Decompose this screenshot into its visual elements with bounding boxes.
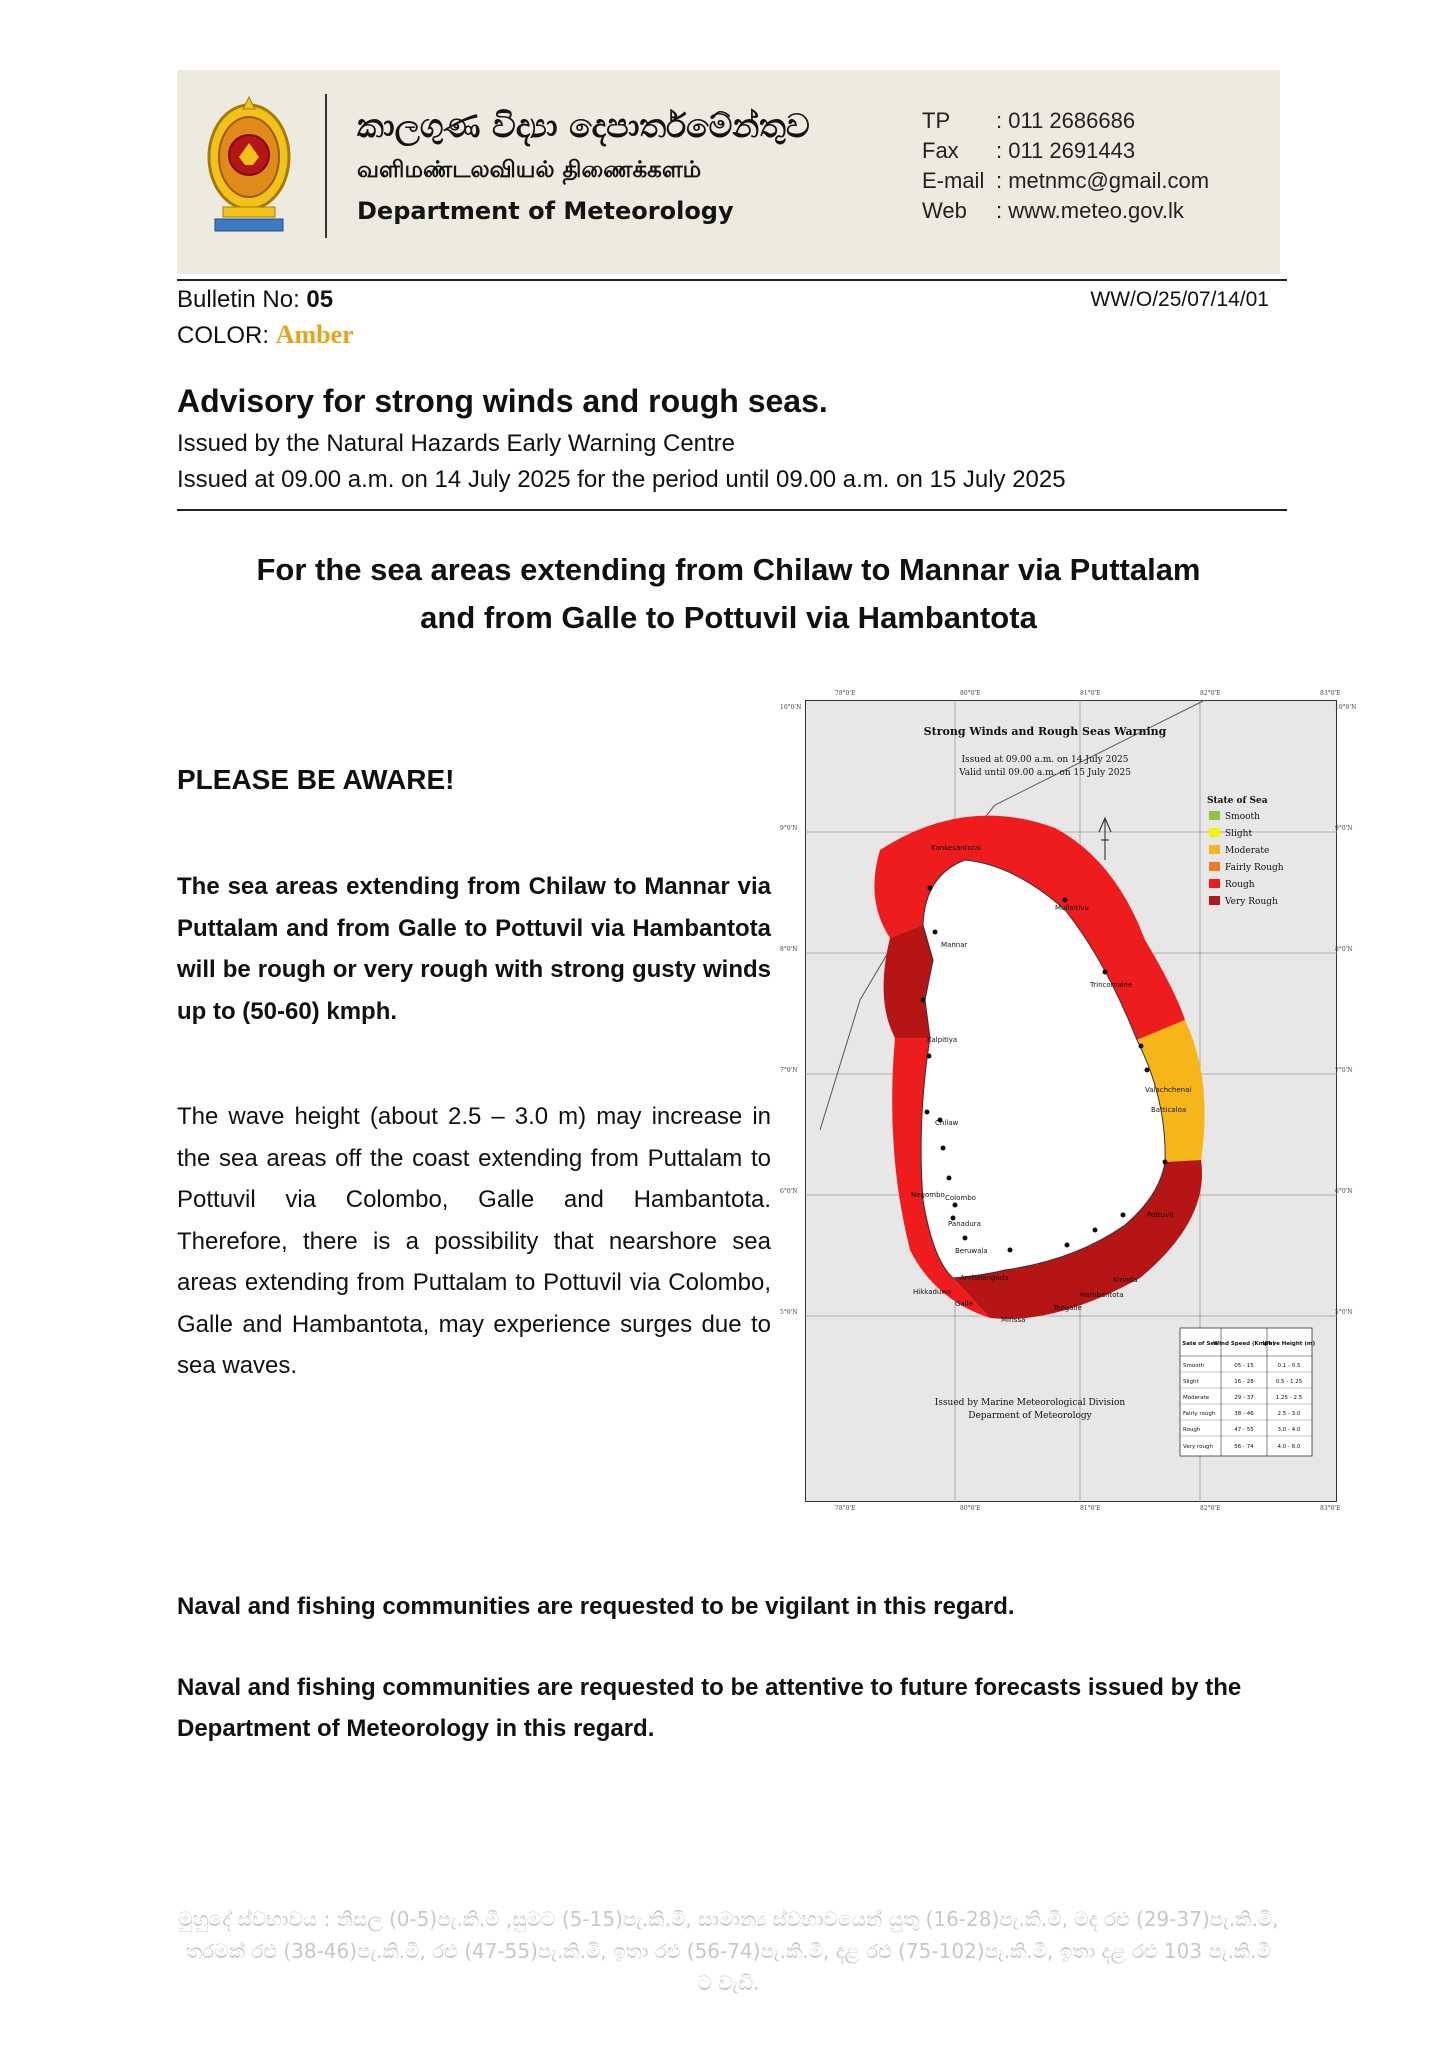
- lon-tick-top: 80°0'E: [960, 690, 981, 697]
- place-label: Mirissa: [1001, 1316, 1026, 1324]
- advisory-issued-period: Issued at 09.00 a.m. on 14 July 2025 for the period until 09.00 a.m. on 15 July 2025: [177, 466, 1066, 493]
- sea-state-table: [1180, 1328, 1316, 1456]
- attention-note: Naval and fishing communities are requested to be attentive to future forecasts issued by the Department of Meteorology in this regard.: [177, 1674, 1242, 1742]
- table-cell: Slight: [1183, 1379, 1199, 1385]
- table-header: Wind Speed (Kmph): [1213, 1341, 1275, 1347]
- table-cell: 56 - 74: [1234, 1444, 1254, 1450]
- lon-tick-bottom: 82°0'E: [1200, 1505, 1221, 1512]
- contact-value: : 011 2686686: [996, 108, 1136, 133]
- legend-swatch: [1209, 896, 1220, 905]
- place-label: Colombo: [945, 1194, 976, 1202]
- lon-tick-top: 83°0'E: [1320, 690, 1341, 697]
- contact-email: [922, 168, 1209, 194]
- wave-height-paragraph: The wave height (about 2.5 – 3.0 m) may increase in the sea areas off the coast extending from Puttalam to Pottuvil via Colombo, Galle and Hambantota. Therefore, there is a possibility that nearshore sea areas extending from Puttalam to Pottuvil via Colombo, Galle and Hambantota, may experience surges due to sea waves.: [177, 1103, 771, 1379]
- legend-swatch: [1209, 879, 1220, 888]
- map-title: Strong Winds and Rough Seas Warning: [923, 725, 1167, 738]
- lat-tick-right: 5°0'N: [1335, 1309, 1353, 1316]
- contact-web: [922, 198, 1184, 224]
- table-cell: 0.1 - 0.5: [1277, 1363, 1301, 1369]
- legend-label: Fairly Rough: [1225, 863, 1284, 873]
- place-label: Tangalle: [1053, 1304, 1082, 1312]
- legend-swatch: [1209, 845, 1220, 854]
- legend-title: State of Sea: [1207, 796, 1268, 806]
- bulletin-color-label: COLOR:: [177, 322, 270, 349]
- dept-name-tamil: வளிமண்டலவியல் திணைக்களம்: [357, 157, 702, 183]
- advisory-title: Advisory for strong winds and rough seas.: [177, 383, 828, 419]
- lon-tick-bottom: 80°0'E: [960, 1505, 981, 1512]
- table-cell: 4.0 - 6.0: [1277, 1444, 1301, 1450]
- place-label: Trincomalee: [1090, 981, 1133, 989]
- place-label: Mannar: [941, 941, 968, 949]
- table-cell: 3.0 - 4.0: [1277, 1427, 1301, 1433]
- bulletin-color-value: Amber: [275, 320, 354, 349]
- legend-swatch: [1209, 811, 1220, 820]
- legend-label: Smooth: [1225, 812, 1260, 822]
- lon-tick-top: 81°0'E: [1080, 690, 1101, 697]
- header-divider: [325, 94, 327, 238]
- lon-tick-top: 78°0'E: [835, 690, 856, 697]
- lat-tick-right: 7°0'N: [1335, 1067, 1353, 1074]
- contact-value[interactable]: : www.meteo.gov.lk: [996, 198, 1184, 223]
- map-valid: Valid until 09.00 a.m. on 15 July 2025: [959, 768, 1131, 778]
- zone-very-rough-west: [884, 925, 933, 1038]
- bulletin-number: [177, 286, 333, 314]
- lat-tick-left: 6°0'N: [780, 1188, 798, 1195]
- lat-tick-right: 8°0'N: [1335, 946, 1353, 953]
- place-label: Kankesanturai: [931, 844, 981, 852]
- legend-label: Slight: [1225, 829, 1253, 839]
- place-label: Valachchenai: [1145, 1086, 1192, 1094]
- table-cell: 16 - 28: [1234, 1379, 1254, 1385]
- place-label: Kirinda: [1113, 1276, 1138, 1284]
- place-label: Mullaitivu: [1055, 904, 1089, 912]
- sea-area-heading: [177, 546, 1280, 642]
- contact-phone: [922, 108, 1135, 134]
- north-arrow-icon: [1099, 818, 1111, 860]
- warning-map: [780, 690, 1360, 1520]
- place-label: Pottuvil: [1147, 1211, 1174, 1219]
- contact-value: : 011 2691443: [996, 138, 1136, 163]
- place-label: Chilaw: [935, 1119, 959, 1127]
- lon-tick-top: 82°0'E: [1200, 690, 1221, 697]
- contact-key: TP: [922, 108, 951, 133]
- map-issued: Issued at 09.00 a.m. on 14 July 2025: [961, 755, 1129, 765]
- warning-paragraph: The sea areas extending from Chilaw to Mannar via Puttalam and from Galle to Pottuvil via Hambantota will be rough or very rough with strong gusty winds up to (50-60) kmph.: [177, 873, 771, 1025]
- map-credit-line2: Deparment of Meteorology: [968, 1411, 1092, 1421]
- map-credit-line1: Issued by Marine Meteorological Division: [934, 1398, 1126, 1408]
- map-drawing: [805, 700, 1337, 1502]
- lat-tick-left: 7°0'N: [780, 1067, 798, 1074]
- table-header: Wave Height (m): [1262, 1341, 1316, 1347]
- table-cell: 2.5 - 3.0: [1277, 1411, 1301, 1417]
- table-cell: Fairly rough: [1183, 1411, 1216, 1417]
- legend-label: Very Rough: [1225, 897, 1278, 907]
- table-cell: Smooth: [1183, 1363, 1205, 1369]
- place-label: Ambalangoda: [960, 1274, 1009, 1282]
- place-label: Negombo: [911, 1191, 945, 1199]
- contact-fax: [922, 138, 1135, 164]
- table-cell: Rough: [1183, 1427, 1201, 1433]
- lat-tick-left: 5°0'N: [780, 1309, 798, 1316]
- place-label: Hambantota: [1080, 1291, 1124, 1299]
- legend-label: Moderate: [1225, 846, 1270, 856]
- lon-tick-bottom: 81°0'E: [1080, 1505, 1101, 1512]
- table-cell: 05 - 15: [1234, 1363, 1254, 1369]
- place-label: Panadura: [948, 1220, 981, 1228]
- place-label: Beruwala: [955, 1247, 988, 1255]
- contact-key: Fax: [922, 138, 959, 163]
- map-legend: [1207, 796, 1284, 907]
- lat-tick-left: 9°0'N: [780, 825, 798, 832]
- place-label: Kalpitiya: [927, 1036, 958, 1044]
- lon-tick-bottom: 83°0'E: [1320, 1505, 1341, 1512]
- lat-tick-right: 10°0'N: [1335, 704, 1357, 711]
- bulletin-color: [177, 320, 354, 350]
- bulletin-reference: WW/O/25/07/14/01: [1090, 288, 1269, 311]
- table-header: Sate of Sea: [1182, 1341, 1218, 1347]
- title-rule: [177, 509, 1287, 511]
- table-cell: Moderate: [1183, 1395, 1210, 1401]
- table-cell: 0.5 - 1.25: [1275, 1379, 1303, 1385]
- lon-tick-bottom: 78°0'E: [835, 1505, 856, 1512]
- table-cell: 47 - 55: [1234, 1427, 1254, 1433]
- sea-area-heading-line2: and from Galle to Pottuvil via Hambantota: [420, 600, 1037, 635]
- contact-key: Web: [922, 198, 967, 223]
- lat-tick-right: 6°0'N: [1335, 1188, 1353, 1195]
- contact-key: E-mail: [922, 168, 985, 193]
- table-cell: 38 - 46: [1234, 1411, 1254, 1417]
- contact-value[interactable]: : metnmc@gmail.com: [996, 168, 1210, 193]
- lat-tick-right: 9°0'N: [1335, 825, 1353, 832]
- place-label: Galle: [955, 1300, 973, 1308]
- bulletin-number-value: 05: [306, 286, 334, 313]
- legend-swatch: [1209, 862, 1220, 871]
- table-cell: 29 - 37: [1234, 1395, 1254, 1401]
- dept-name-english: Department of Meteorology: [357, 197, 734, 225]
- legend-label: Rough: [1225, 880, 1255, 890]
- header-rule: [177, 279, 1287, 281]
- legend-swatch: [1209, 828, 1220, 837]
- vigilance-note: Naval and fishing communities are requested to be vigilant in this regard.: [177, 1593, 1015, 1620]
- state-emblem-icon: [203, 95, 295, 235]
- lat-tick-left: 10°0'N: [780, 704, 802, 711]
- place-label: Hikkaduwa: [913, 1288, 952, 1296]
- lat-tick-left: 8°0'N: [780, 946, 798, 953]
- sea-state-scale-footer: මුහුදේ ස්වභාවය : නිසල (0-5)පැ.කි.මී ,සුමට (5-15)පැ.කි.මී, සාමාන්‍ය ස්වභාවයෙන් යුතු (16-28)පැ.කි.මී, මද රළු (29-37)පැ.කි.මී, තරමක් රළු (38-46)පැ.කි.මී, රළු (47-55)පැ.කි.මී, ඉතා රළු (56-74)පැ.කි.මී, දළ රළු (75-102)පැ.කි.මී, ඉතා දළ රළු 103 පැ.කි.මී ට වැඩි.: [178, 1907, 1279, 1995]
- table-cell: Very rough: [1183, 1444, 1213, 1450]
- bulletin-number-label: Bulletin No:: [177, 286, 300, 313]
- dept-name-sinhala: කාලගුණ විද්‍යා දෙපාර්තමේන්තුව: [357, 106, 810, 145]
- advisory-issuer: Issued by the Natural Hazards Early Warning Centre: [177, 430, 736, 457]
- place-label: Batticaloa: [1151, 1106, 1187, 1114]
- sea-area-heading-line1: For the sea areas extending from Chilaw to Mannar via Puttalam: [256, 552, 1201, 587]
- table-cell: 1.25 - 2.5: [1275, 1395, 1303, 1401]
- please-be-aware: PLEASE BE AWARE!: [177, 764, 455, 795]
